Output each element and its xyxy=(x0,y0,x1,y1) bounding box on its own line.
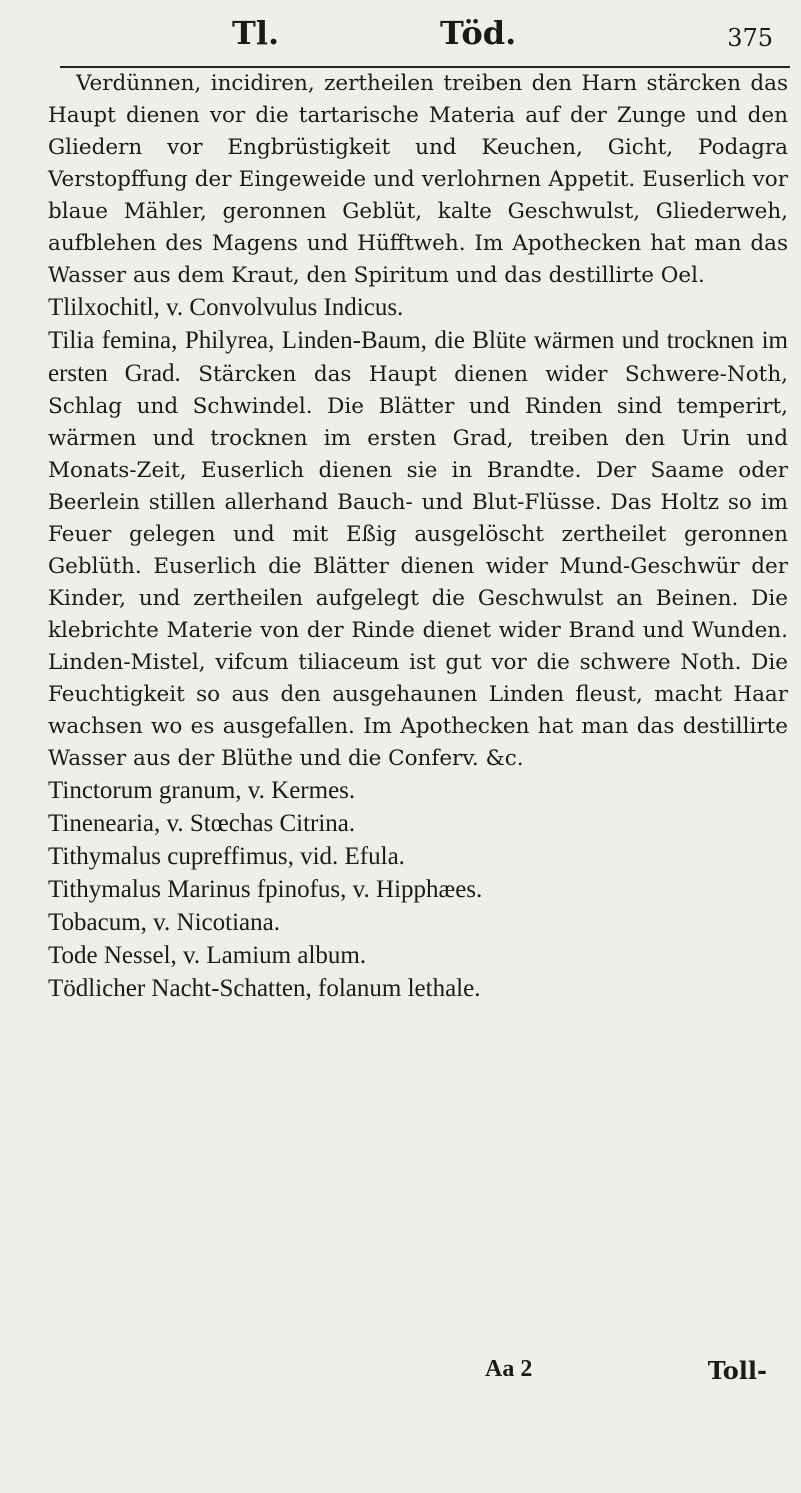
entry-tithymalus-cupressinus: Tithymalus cupreffimus, vid. Efula. xyxy=(48,843,405,870)
continued-entry: Verdünnen, incidiren, zertheilen treiben den Harn stärcken das Haupt dienen vor die tartarische Materia auf der Zunge und den Gliedern vor Engbrüstigkeit und Keuchen, Gicht, Podagra Verstopffung der Eingeweide und verlohrnen Appetit. Euserlich vor blaue Mähler, geronnen Geblüt, kalte Geschwulst, Gliederweh, aufblehen des Magens und Hüfftweh. Im Apothecken hat man das Wasser aus dem Kraut, den Spiritum und das destillirte Oel. xyxy=(48,71,788,288)
entry-tinenearia: Tinenearia, v. Stœchas Citrina. xyxy=(48,810,356,837)
entry-tinctorum: Tinctorum granum, v. Kermes. xyxy=(48,777,356,804)
entry-tlilxochitl: Tlilxochitl, v. Convolvulus Indicus. xyxy=(48,294,404,321)
entry-tilia: Tilia femina, Philyrea, Linden-Baum, die Blüte wärmen und trocknen im ersten Grad. Stärcken das Haupt dienen wider Schwere-Noth, Schlag und Schwindel. Die Blätter und Rinden sind temperirt, wärmen und trocknen im ersten Grad, treiben den Urin und Monats-Zeit, Euserlich dienen sie in Brandte. Der Saame oder Beerlein stillen allerhand Bauch- und Blut-Flüsse. Das Holtz so im Feuer gelegen und mit Eßig ausgelöscht zertheilet geronnen Geblüth. Euserlich die Blätter dienen wider Mund-Geschwür der Kinder, und zertheilen aufgelegt die Geschwulst an Beinen. Die klebrichte Materie von der Rinde dienet wider Brand und Wunden. Linden-Mistel, vifcum tiliaceum ist gut vor die schwere Noth. Die Feuchtigkeit so aus den ausgehaunen Linden fleust, macht Haar wachsen wo es ausgefallen. Im Apothecken hat man das destillirte Wasser aus der Blüthe und die Conferv. &c. xyxy=(48,327,788,771)
page-footer xyxy=(0,1356,801,1396)
page-body xyxy=(48,68,788,1006)
signature-mark: Aa 2 xyxy=(485,1356,533,1382)
page-header xyxy=(0,6,801,76)
running-head-center: Töd. xyxy=(440,14,517,52)
entry-toedlicher-nachtschatten: Tödlicher Nacht-Schatten, folanum lethale. xyxy=(48,975,481,1002)
page-number: 375 xyxy=(727,24,773,52)
catchword: Toll- xyxy=(707,1356,767,1385)
entry-tode-nessel: Tode Nessel, v. Lamium album. xyxy=(48,942,367,969)
entry-tobacum: Tobacum, v. Nicotiana. xyxy=(48,909,280,936)
entry-tithymalus-marinus: Tithymalus Marinus fpinofus, v. Hipphæes. xyxy=(48,876,483,903)
running-head-left: Tl. xyxy=(232,14,280,52)
